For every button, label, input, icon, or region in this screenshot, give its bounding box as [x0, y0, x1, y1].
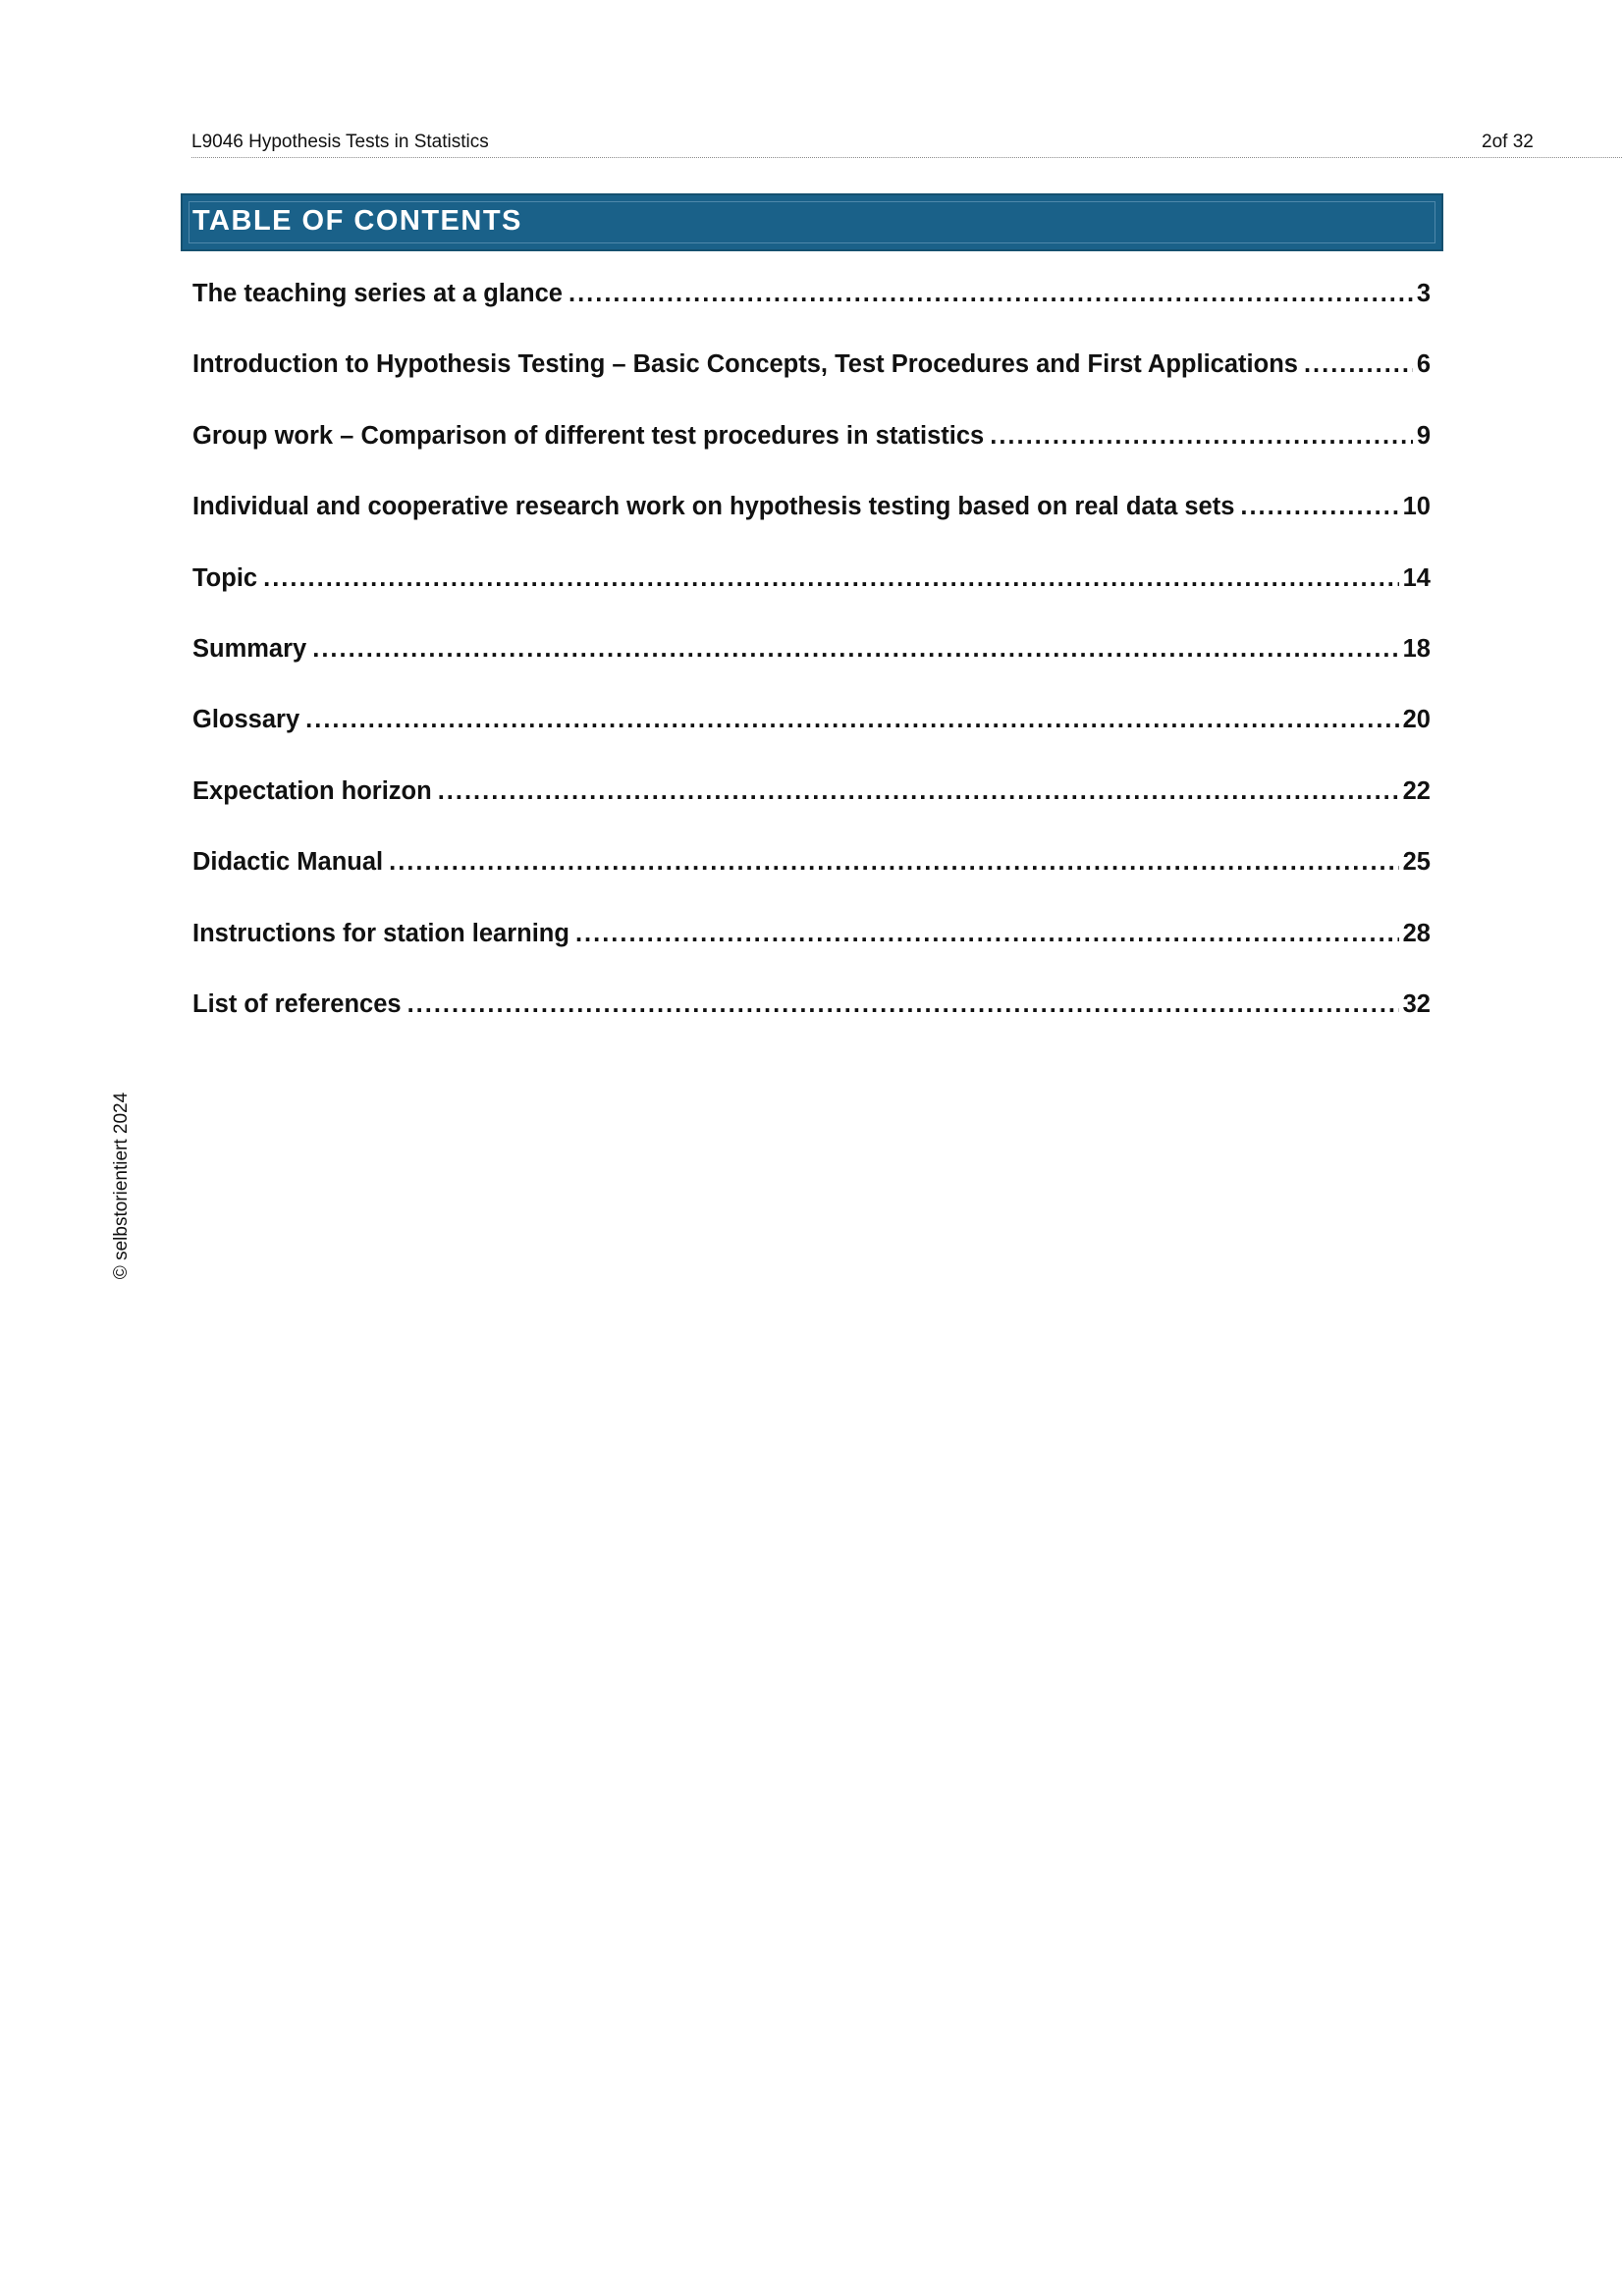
- toc-entry-label: Didactic Manual: [192, 848, 384, 877]
- toc-entry-page: 22: [1402, 776, 1431, 805]
- toc-entry[interactable]: [192, 920, 1431, 990]
- page-indicator: 2of 32: [1482, 132, 1534, 152]
- toc-entry-page: 28: [1402, 919, 1431, 947]
- toc-entry-label: Group work – Comparison of different test procedures in statistics: [192, 421, 985, 450]
- toc-dot-leader: [407, 990, 1399, 1019]
- toc-entry-label: Summary: [192, 634, 307, 663]
- toc-dot-leader: [263, 564, 1399, 593]
- toc-entry[interactable]: [192, 493, 1431, 563]
- toc-dot-leader: [1304, 350, 1413, 379]
- toc-heading: TABLE OF CONTENTS: [192, 205, 522, 237]
- toc-entry-page: 25: [1402, 848, 1431, 877]
- toc-dot-leader: [438, 777, 1399, 806]
- toc-entry-label: Instructions for station learning: [192, 919, 569, 947]
- toc-entry[interactable]: [192, 706, 1431, 776]
- toc-entry[interactable]: [192, 848, 1431, 919]
- toc-entry-label: List of references: [192, 989, 402, 1018]
- toc-dot-leader: [575, 920, 1399, 948]
- toc-entry-page: 32: [1402, 989, 1431, 1018]
- toc-dot-leader: [305, 706, 1398, 734]
- toc-entry[interactable]: [192, 564, 1431, 635]
- copyright-notice: © selbstorientiert 2024: [111, 1092, 132, 1280]
- toc-heading-banner: [181, 193, 1443, 251]
- toc-dot-leader: [990, 422, 1413, 451]
- toc-entry-label: Introduction to Hypothesis Testing – Basic Concepts, Test Procedures and First Applications: [192, 350, 1298, 379]
- toc-dot-leader: [568, 280, 1413, 308]
- toc-entry-label: Topic: [192, 563, 258, 592]
- toc-list: [192, 280, 1431, 1061]
- toc-entry[interactable]: [192, 990, 1431, 1061]
- toc-entry[interactable]: [192, 422, 1431, 493]
- toc-entry-page: 3: [1416, 280, 1431, 307]
- toc-entry[interactable]: [192, 777, 1431, 848]
- toc-entry-label: Expectation horizon: [192, 776, 432, 805]
- toc-dot-leader: [1240, 493, 1398, 521]
- toc-entry-label: Individual and cooperative research work on hypothesis testing based on real data sets: [192, 493, 1235, 521]
- toc-entry-label: The teaching series at a glance: [192, 280, 563, 307]
- toc-dot-leader: [312, 635, 1398, 664]
- toc-entry-page: 18: [1402, 634, 1431, 663]
- toc-entry[interactable]: [192, 280, 1431, 350]
- toc-entry-page: 14: [1402, 563, 1431, 592]
- toc-dot-leader: [389, 848, 1398, 877]
- toc-entry-label: Glossary: [192, 706, 300, 734]
- toc-entry-page: 9: [1416, 421, 1431, 450]
- document-title: L9046 Hypothesis Tests in Statistics: [191, 132, 489, 152]
- toc-entry-page: 20: [1402, 706, 1431, 734]
- toc-entry[interactable]: [192, 350, 1431, 421]
- toc-entry-page: 10: [1402, 493, 1431, 521]
- toc-entry[interactable]: [192, 635, 1431, 706]
- page-header: [191, 128, 1622, 158]
- toc-entry-page: 6: [1416, 350, 1431, 379]
